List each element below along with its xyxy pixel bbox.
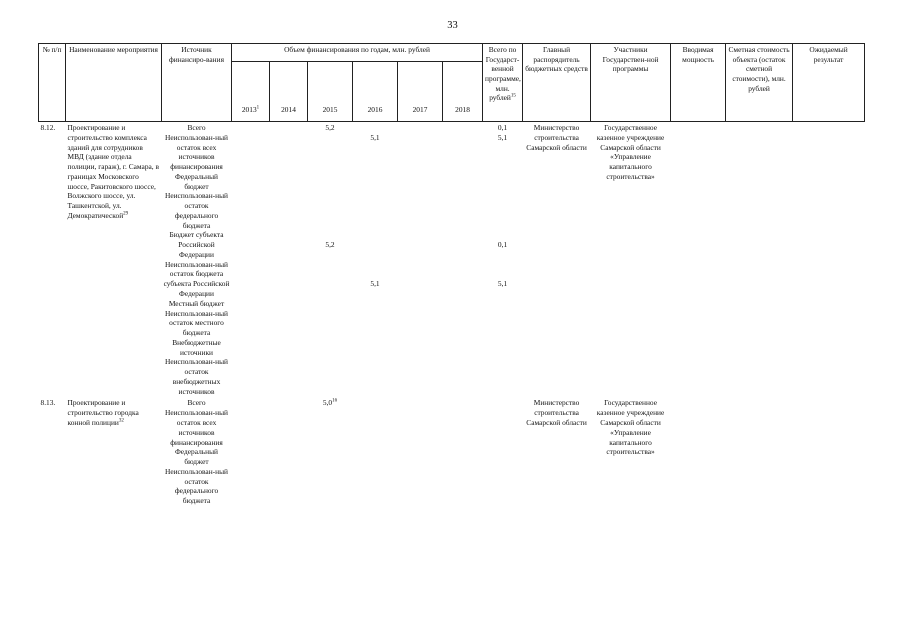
value-2016-column <box>353 122 398 398</box>
header-total: Всего по Государст-венной программе, млн. рублей$^{15}$ <box>483 44 523 122</box>
source-item: Всего <box>187 398 206 408</box>
value-2015-regional-budget: 5,2 <box>325 240 335 249</box>
budget-administrator: Министерство строительства Самарской области <box>526 398 587 427</box>
header-financing-source: Источник финансиро-вания <box>162 44 232 122</box>
value-2015-column <box>308 122 353 398</box>
value-2018 <box>443 122 483 398</box>
financing-source-list <box>162 122 232 398</box>
source-item: Неиспользован-ный остаток федерального бюджета <box>164 191 228 230</box>
header-year-2017: 2017 <box>398 62 443 122</box>
total-regional-budget: 0,1 <box>497 240 508 249</box>
table-row-8-12 <box>39 122 865 398</box>
header-year-2015: 2015 <box>308 62 353 122</box>
header-total-footnote: 15 <box>510 93 516 99</box>
value-2016-unused-regional: 5,1 <box>370 279 380 288</box>
total-all-sources: 0,1 <box>497 123 508 132</box>
total-column <box>483 122 523 398</box>
source-item: Местный бюджет <box>168 298 225 308</box>
source-item: Неиспользован-ный остаток всех источников финансирования <box>164 132 228 172</box>
estimated-cost-value <box>726 122 793 398</box>
capacity-value <box>671 122 726 398</box>
value-2015-all-sources: 5,2 <box>325 123 335 132</box>
header-expected-result: Ожидаемый результат <box>793 44 865 122</box>
total-unused-regional: 5,1 <box>497 279 508 288</box>
table-row-8-13 <box>39 397 865 506</box>
value-2016-unused-all: 5,1 <box>370 133 380 142</box>
header-year-2013-footnote: 1 <box>256 105 260 111</box>
page-number: 33 <box>447 20 458 31</box>
header-year-2016: 2016 <box>353 62 398 122</box>
value-2014 <box>270 122 308 398</box>
header-estimated-cost: Сметная стоимость объекта (остаток сметной стоимости), млн. рублей <box>726 44 793 122</box>
budget-administrator: Министерство строительства Самарской области <box>526 123 587 152</box>
activity-name-footnote: 29 <box>123 211 129 217</box>
expected-result-value <box>793 397 865 506</box>
header-year-2014: 2014 <box>270 62 308 122</box>
total-unused-all: 5,1 <box>497 133 508 142</box>
program-participants: Государственное казенное учреждение Самарской области «Управление капитального строительства» <box>596 123 665 181</box>
source-item: Бюджет субъекта Российской Федерации <box>169 230 224 259</box>
header-year-2013: 2013$^1$ <box>232 62 270 122</box>
table-header <box>39 44 865 122</box>
source-item: Федеральный бюджет <box>174 447 219 467</box>
source-item: Неиспользован-ный остаток местного бюджета <box>164 308 228 338</box>
value-2015-footnote: 16 <box>332 398 338 404</box>
activity-name: Проектирование и строительство городка конной полиции$^{32}$ <box>67 398 139 427</box>
row-number: 8.13. <box>40 398 56 408</box>
header-budget-administrator: Главный распорядитель бюджетных средств <box>523 44 591 122</box>
source-item: Федеральный бюджет <box>174 171 219 191</box>
value-2017 <box>398 122 443 398</box>
capacity-value <box>671 397 726 506</box>
expected-result-value <box>793 122 865 398</box>
total-column <box>483 397 523 506</box>
source-item: Неиспользован-ный остаток федерального бюджета <box>164 466 228 506</box>
header-financing-volume: Объем финансирования по годам, млн. рублей <box>232 44 483 62</box>
value-2018 <box>443 397 483 506</box>
source-item: Неиспользован-ный остаток всех источников финансирования <box>164 408 228 447</box>
activity-name-footnote: 32 <box>118 418 124 424</box>
estimated-cost-value <box>726 397 793 506</box>
header-number: № п/п <box>39 44 66 122</box>
value-2016 <box>353 397 398 506</box>
header-year-2018: 2018 <box>443 62 483 122</box>
header-activity-name: Наименование мероприятия <box>66 44 162 122</box>
financing-table <box>38 43 865 507</box>
value-2013 <box>232 122 270 398</box>
value-2014 <box>270 397 308 506</box>
activity-name: Проектирование и строительство комплекса зданий для сотрудников МВД (здание отдела полиции, гараж), г. Самара, в границах Московского шоссе, Ракитовского шоссе, Волжского шоссе, ул. Ташкентской, ул. Демократической$^{29}$ <box>67 123 159 220</box>
financing-source-list <box>162 397 232 506</box>
header-participants: Участники Государствен-ной программы <box>591 44 671 122</box>
row-number: 8.12. <box>40 123 56 132</box>
source-item: Внебюджетные источники <box>172 337 221 357</box>
header-capacity: Вводимая мощность <box>671 44 726 122</box>
value-2013 <box>232 397 270 506</box>
value-2017 <box>398 397 443 506</box>
source-item: Всего <box>187 123 206 132</box>
value-2015-all-sources: $5,0^{16}$ <box>322 398 338 408</box>
source-item: Неиспользован-ный остаток внебюджетных источников <box>164 357 228 396</box>
program-participants: Государственное казенное учреждение Самарской области «Управление капитального строительства» <box>596 398 665 457</box>
source-item: Неиспользован-ный остаток бюджета субъекта Российской Федерации <box>163 259 230 299</box>
